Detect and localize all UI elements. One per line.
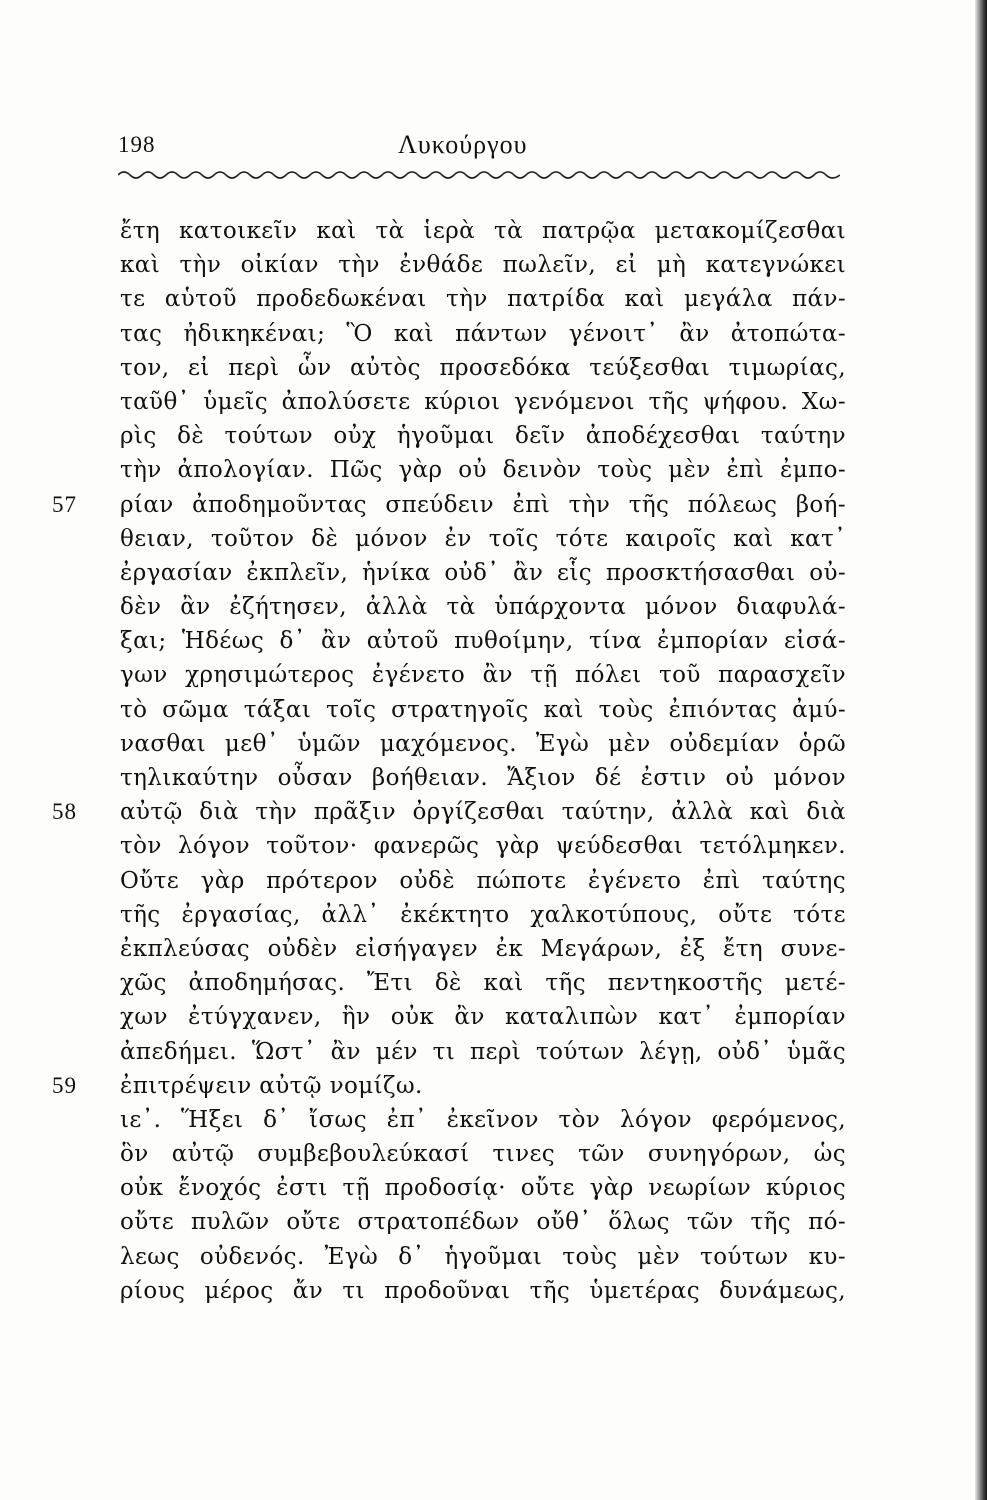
text-line: ἐργασίαν ἐκπλεῖν, ἡνίκα οὐδ᾽ ἂν εἷς προσκτήσασθαι οὐ-	[120, 559, 846, 586]
text-line: αὐτῷ διὰ τὴν πρᾶξιν ὀργίζεσθαι ταύτην, ἀλλὰ καὶ διὰ	[120, 799, 846, 826]
page-header	[118, 128, 840, 168]
text-line: ρίους μέρος ἄν τι προδοῦναι τῆς ὑμετέρας δυνάμεως,	[120, 1277, 846, 1304]
text-line: ἐπιτρέψειν αὐτῷ νομίζω.	[120, 1072, 423, 1099]
text-line: δὲν ἂν ἐζήτησεν, ἀλλὰ τὰ ὑπάρχοντα μόνον διαφυλά-	[120, 594, 846, 621]
text-line: Οὔτε γὰρ πρότερον οὐδὲ πώποτε ἐγένετο ἐπὶ ταύτης	[120, 867, 846, 894]
page-edge-shadow	[975, 0, 987, 1500]
text-line: ἔτη κατοικεῖν καὶ τὰ ἱερὰ τὰ πατρῷα μετακομίζεσθαι	[120, 218, 846, 244]
text-line: ιε᾽. Ἥξει δ᾽ ἴσως ἐπ᾽ ἐκεῖνον τὸν λόγον φερόμενος,	[120, 1106, 846, 1133]
text-line: χων ἐτύγχανεν, ἣν οὐκ ἂν καταλιπὼν κατ᾽ ἐμπορίαν	[120, 1004, 846, 1031]
text-line: ρὶς δὲ τούτων οὐχ ἡγοῦμαι δεῖν ἀποδέχεσθαι ταύτην	[120, 423, 846, 450]
text-line: νασθαι μεθ᾽ ὑμῶν μαχόμενος. Ἐγὼ μὲν οὐδεμίαν ὁρῶ	[120, 730, 846, 757]
section-number: 59	[52, 1073, 77, 1098]
text-line: οὔτε πυλῶν οὔτε στρατοπέδων οὔθ᾽ ὅλως τῶν τῆς πό-	[120, 1209, 846, 1236]
text-line: ξαι; Ἡδέως δ᾽ ἂν αὐτοῦ πυθοίμην, τίνα ἐμπορίαν εἰσά-	[120, 628, 846, 655]
section-number: 57	[52, 491, 77, 517]
text-line: θειαν, τοῦτον δὲ μόνον ἐν τοῖς τότε καιροῖς καὶ κατ᾽	[120, 525, 846, 552]
body-text	[120, 214, 846, 1308]
text-line: τὴν ἀπολογίαν. Πῶς γὰρ οὐ δεινὸν τοὺς μὲν ἐπὶ ἐμπο-	[120, 457, 846, 484]
text-line: ταῦθ᾽ ὑμεῖς ἀπολύσετε κύριοι γενόμενοι τῆς ψήφου. Χω-	[120, 388, 846, 415]
text-line: ὃν αὐτῷ συμβεβουλεύκασί τινες τῶν συνηγόρων, ὡς	[120, 1141, 846, 1168]
page-number: 198	[118, 132, 156, 157]
text-line: τον, εἰ περὶ ὧν αὐτὸς προσεδόκα τεύξεσθαι τιμωρίας,	[120, 354, 846, 381]
text-line: τηλικαύτην οὖσαν βοήθειαν. Ἄξιον δέ ἐστιν οὐ μόνον	[120, 765, 846, 791]
text-line: τῆς ἐργασίας, ἀλλ᾽ ἐκέκτητο χαλκοτύπους, οὔτε τότε	[120, 901, 846, 928]
text-line: λεως οὐδενός. Ἐγὼ δ᾽ ἡγοῦμαι τοὺς μὲν τούτων κυ-	[120, 1243, 846, 1270]
text-line: ἀπεδήμει. Ὥστ᾽ ἂν μέν τι περὶ τούτων λέγῃ, οὐδ᾽ ὑμᾶς	[120, 1038, 846, 1065]
header-wavy-rule	[118, 168, 840, 182]
section-number: 58	[52, 799, 77, 825]
text-line: γων χρησιμώτερος ἐγένετο ἂν τῇ πόλει τοῦ παρασχεῖν	[120, 662, 846, 689]
text-line: ρίαν ἀποδημοῦντας σπεύδειν ἐπὶ τὴν τῆς πόλεως βοή-	[120, 491, 846, 518]
text-line: καὶ τὴν οἰκίαν τὴν ἐνθάδε πωλεῖν, εἰ μὴ κατεγνώκει	[120, 252, 846, 279]
running-title: Λυκούργου	[398, 130, 528, 159]
text-line: ἐκπλεύσας οὐδὲν εἰσήγαγεν ἐκ Μεγάρων, ἐξ ἔτη συνε-	[120, 935, 846, 962]
text-line: τας ἠδικηκέναι; Ὃ καὶ πάντων γένοιτ᾽ ἂν ἀτοπώτα-	[120, 320, 846, 347]
text-line: τὸ σῶμα τάξαι τοῖς στρατηγοῖς καὶ τοὺς ἐπιόντας ἀμύ-	[120, 696, 846, 723]
text-line: οὐκ ἔνοχός ἐστι τῇ προδοσίᾳ· οὔτε γὰρ νεωρίων κύριος	[120, 1175, 846, 1202]
text-line: τὸν λόγον τοῦτον· φανερῶς γὰρ ψεύδεσθαι τετόλμηκεν.	[120, 833, 846, 860]
text-line: τε αὑτοῦ προδεδωκέναι τὴν πατρίδα καὶ μεγάλα πάν-	[120, 286, 846, 313]
text-line: χῶς ἀποδημήσας. Ἔτι δὲ καὶ τῆς πεντηκοστῆς μετέ-	[120, 970, 846, 997]
